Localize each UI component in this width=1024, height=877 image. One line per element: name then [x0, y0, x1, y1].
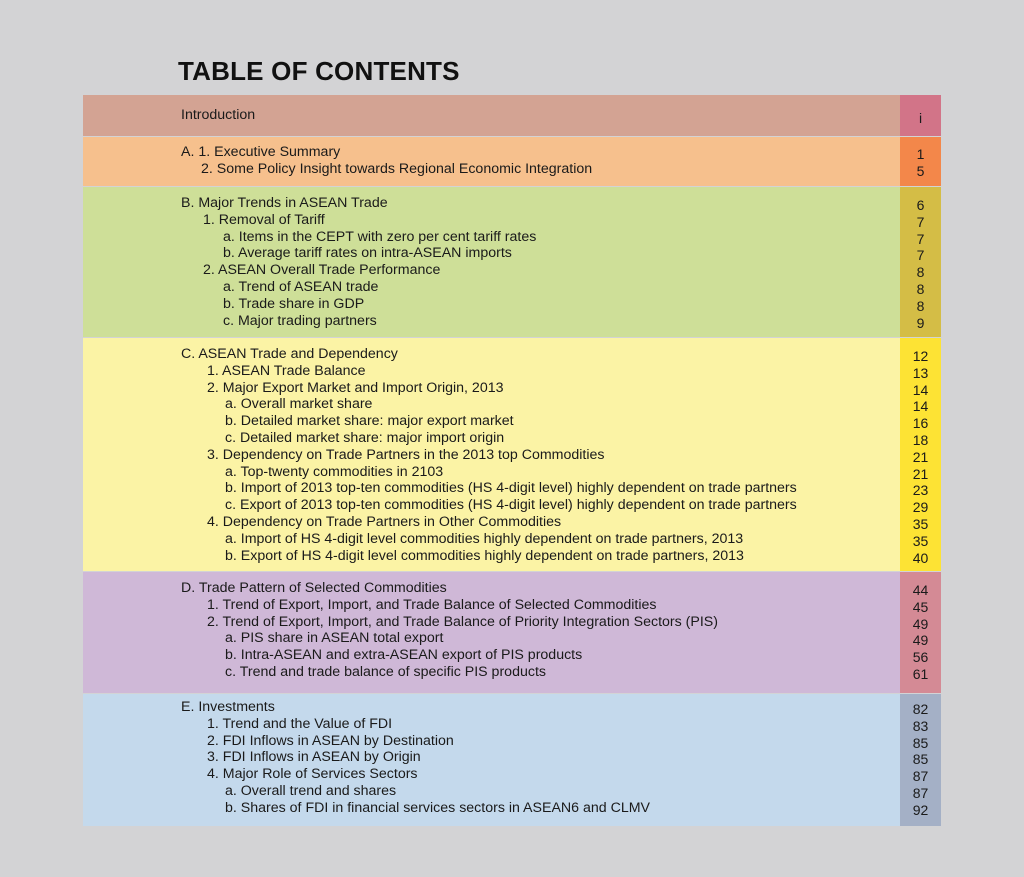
page-number: 8 — [916, 280, 925, 297]
page-number: 44 — [912, 582, 929, 598]
toc-section-intro — [83, 95, 941, 136]
page-number-column — [900, 572, 941, 693]
page-number: 8 — [916, 264, 925, 281]
toc-entry[interactable]: a. Import of HS 4-digit level commodities highly dependent on trade partners, 2013 — [225, 530, 744, 547]
toc-entry[interactable]: b. Export of HS 4-digit level commodities highly dependent on trade partners, 2013 — [225, 547, 744, 564]
page-number: 85 — [912, 751, 929, 768]
page-number: 23 — [912, 482, 929, 499]
toc-entry[interactable]: a. Top-twenty commodities in 2103 — [225, 463, 444, 480]
toc-entry[interactable]: c. Major trading partners — [223, 312, 377, 329]
section-entries — [83, 137, 900, 186]
page-number: 61 — [912, 665, 929, 682]
toc-entry[interactable]: b. Intra-ASEAN and extra-ASEAN export of PIS products — [225, 647, 583, 664]
page-number-column — [900, 137, 941, 186]
table-of-contents — [83, 95, 941, 826]
page-number: 49 — [912, 632, 929, 649]
toc-entry[interactable]: 2. FDI Inflows in ASEAN by Destination — [207, 732, 454, 749]
toc-entry[interactable]: 1. ASEAN Trade Balance — [207, 362, 366, 379]
toc-section-d — [83, 572, 941, 693]
page-number: 7 — [916, 213, 925, 230]
page-number: 7 — [916, 230, 925, 247]
page-number: 12 — [912, 348, 929, 364]
toc-entry[interactable]: b. Trade share in GDP — [223, 295, 365, 312]
page-number-column — [900, 187, 941, 337]
page-number: 8 — [916, 297, 925, 314]
toc-entry[interactable]: A. 1. Executive Summary — [181, 144, 341, 160]
toc-entry[interactable]: b. Shares of FDI in financial services sectors in ASEAN6 and CLMV — [225, 799, 651, 816]
toc-entry[interactable]: C. ASEAN Trade and Dependency — [181, 346, 398, 362]
toc-entry[interactable]: 1. Removal of Tariff — [203, 211, 325, 228]
toc-entry[interactable]: c. Export of 2013 top-ten commodities (HS 4-digit level) highly dependent on trade partners — [225, 497, 797, 514]
page-number: 83 — [912, 717, 929, 734]
toc-entry[interactable]: a. Items in the CEPT with zero per cent tariff rates — [223, 228, 537, 245]
page-number: 9 — [916, 314, 925, 331]
toc-entry[interactable]: B. Major Trends in ASEAN Trade — [181, 195, 388, 211]
page-number: 29 — [912, 499, 929, 516]
toc-entry[interactable]: 3. FDI Inflows in ASEAN by Origin — [207, 749, 421, 766]
page-number-column — [900, 694, 941, 826]
toc-entry[interactable]: b. Detailed market share: major export market — [225, 413, 514, 430]
section-entries — [83, 572, 900, 693]
page-number-column — [900, 338, 941, 571]
page-number: 85 — [912, 734, 929, 751]
toc-entry[interactable]: 2. Trend of Export, Import, and Trade Balance of Priority Integration Sectors (PIS) — [207, 613, 718, 630]
toc-entry[interactable]: 2. ASEAN Overall Trade Performance — [203, 262, 441, 279]
page-number: 87 — [912, 784, 929, 801]
toc-entry[interactable]: a. Overall market share — [225, 396, 373, 413]
toc-section-a — [83, 137, 941, 186]
page-number: 92 — [912, 801, 929, 818]
toc-section-b — [83, 187, 941, 337]
toc-entry[interactable]: b. Average tariff rates on intra-ASEAN imports — [223, 245, 512, 262]
page-number: i — [918, 110, 923, 126]
page-number: 14 — [912, 381, 929, 398]
section-entries — [83, 338, 900, 571]
page-title: TABLE OF CONTENTS — [178, 56, 460, 86]
toc-entry[interactable]: a. PIS share in ASEAN total export — [225, 630, 444, 647]
section-entries — [83, 95, 900, 136]
toc-entry[interactable]: 1. Trend and the Value of FDI — [207, 715, 393, 732]
toc-entry[interactable]: a. Trend of ASEAN trade — [223, 278, 379, 295]
page-number: 13 — [912, 364, 929, 381]
page-number: 82 — [912, 701, 929, 717]
page-number: 35 — [912, 515, 929, 532]
toc-section-e — [83, 694, 941, 826]
page-number: 21 — [912, 448, 929, 465]
toc-entry[interactable]: 2. Some Policy Insight towards Regional Economic Integration — [201, 160, 593, 177]
page-number: 56 — [912, 649, 929, 666]
page-number: 35 — [912, 532, 929, 549]
page-number: 45 — [912, 598, 929, 615]
page-number: 5 — [916, 162, 925, 179]
section-entries — [83, 694, 900, 826]
page-number: 14 — [912, 398, 929, 415]
toc-entry[interactable]: 1. Trend of Export, Import, and Trade Balance of Selected Commodities — [207, 596, 657, 613]
toc-entry[interactable]: D. Trade Pattern of Selected Commodities — [181, 580, 447, 596]
toc-entry[interactable]: a. Overall trend and shares — [225, 782, 397, 799]
toc-entry[interactable]: c. Detailed market share: major import origin — [225, 429, 505, 446]
page-number: 40 — [912, 549, 929, 566]
page-number: 1 — [916, 146, 925, 162]
page-number: 7 — [916, 247, 925, 264]
section-entries — [83, 187, 900, 337]
page-number: 6 — [916, 197, 925, 213]
page-number: 16 — [912, 415, 929, 432]
page-number-column — [900, 95, 941, 136]
page-number: 87 — [912, 768, 929, 785]
page-number: 18 — [912, 431, 929, 448]
toc-entry[interactable]: 4. Major Role of Services Sectors — [207, 766, 418, 783]
toc-section-c — [83, 338, 941, 571]
toc-entry[interactable]: 2. Major Export Market and Import Origin, 2013 — [207, 379, 504, 396]
page-number: 49 — [912, 615, 929, 632]
toc-entry[interactable]: c. Trend and trade balance of specific PIS products — [225, 663, 546, 680]
toc-entry[interactable]: E. Investments — [181, 699, 275, 715]
page-number: 21 — [912, 465, 929, 482]
toc-entry[interactable]: Introduction — [181, 107, 256, 123]
toc-entry[interactable]: b. Import of 2013 top-ten commodities (HS 4-digit level) highly dependent on trade partners — [225, 480, 797, 497]
toc-entry[interactable]: 4. Dependency on Trade Partners in Other Commodities — [207, 513, 562, 530]
toc-entry[interactable]: 3. Dependency on Trade Partners in the 2013 top Commodities — [207, 446, 605, 463]
